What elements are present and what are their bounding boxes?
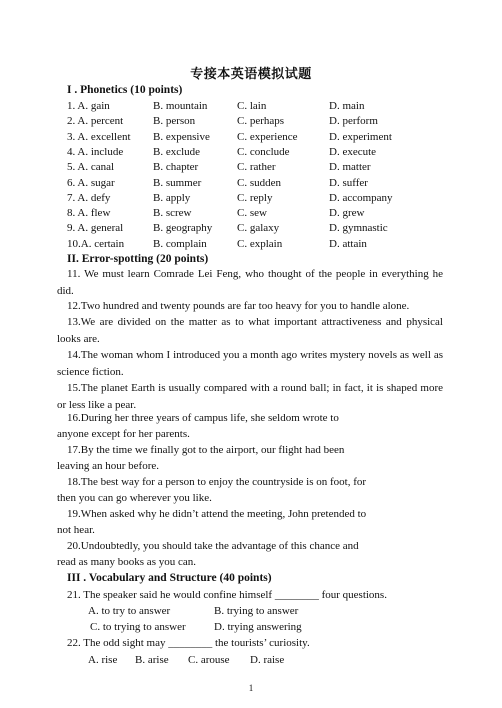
phonetics-option: D. attain	[329, 237, 367, 250]
question-15: 15.The planet Earth is usually compared with a round ball; in fact, it is shaped more or less like a pear.	[57, 382, 443, 411]
section-heading-error-spotting: II. Error-spotting (20 points)	[67, 253, 209, 265]
phonetics-option: C. explain	[237, 237, 283, 250]
phonetics-option: 2. A. percent	[67, 115, 124, 128]
q21-option-c: C. to trying to answer	[90, 621, 186, 633]
q22-option-d: D. raise	[250, 654, 285, 666]
question-20-line1: 20.Undoubtedly, you should take the advantage of this chance and	[67, 540, 359, 552]
q22-option-c: C. arouse	[188, 654, 230, 666]
phonetics-option: D. suffer	[329, 176, 368, 189]
document-title: 专接本英语模拟试题	[190, 67, 312, 82]
question-21: 21. The speaker said he would confine himself ________ four questions.	[67, 589, 387, 601]
phonetics-option: B. chapter	[153, 161, 199, 174]
phonetics-option: C. sew	[237, 207, 267, 220]
phonetics-option: C. experience	[237, 130, 298, 143]
question-17-line2: leaving an hour before.	[57, 460, 160, 472]
phonetics-option: C. perhaps	[237, 115, 285, 128]
question-19-line1: 19.When asked why he didn’t attend the meeting, John pretended to	[67, 508, 367, 520]
phonetics-option: D. gymnastic	[329, 222, 388, 235]
q22-option-b: B. arise	[135, 654, 169, 666]
phonetics-option: D. accompany	[329, 191, 393, 204]
phonetics-option: 5. A. canal	[67, 161, 115, 174]
phonetics-option: 6. A. sugar	[67, 176, 115, 189]
phonetics-option: D. matter	[329, 161, 371, 174]
phonetics-option: B. complain	[153, 237, 207, 250]
phonetics-option: 9. A. general	[67, 222, 124, 235]
q22-option-a: A. rise	[88, 654, 118, 666]
phonetics-option: B. person	[153, 115, 196, 128]
phonetics-option: D. main	[329, 100, 365, 112]
section-heading-vocabulary: III . Vocabulary and Structure (40 points)	[67, 572, 272, 584]
phonetics-option: 8. A. flew	[67, 207, 111, 220]
q21-option-d: D. trying answering	[214, 621, 302, 633]
phonetics-option: D. grew	[329, 207, 365, 220]
phonetics-option: D. perform	[329, 115, 378, 128]
phonetics-option: B. apply	[153, 191, 191, 204]
question-12: 12.Two hundred and twenty pounds are far too heavy for you to handle alone.	[67, 300, 410, 312]
phonetics-option: 10.A. certain	[67, 237, 125, 250]
phonetics-option: D. experiment	[329, 130, 392, 143]
question-18-line1: 18.The best way for a person to enjoy the countryside is on foot, for	[67, 476, 367, 488]
phonetics-option: B. expensive	[153, 130, 210, 143]
phonetics-option: B. summer	[153, 176, 202, 189]
q21-option-b: B. trying to answer	[214, 605, 299, 617]
question-19-line2: not hear.	[57, 524, 95, 536]
phonetics-option: C. lain	[237, 100, 267, 112]
phonetics-option: 3. A. excellent	[67, 130, 131, 143]
page-number: 1	[248, 683, 254, 693]
question-11: 11. We must learn Comrade Lei Feng, who thought of the people in everything he did.	[57, 268, 443, 297]
phonetics-option: 1. A. gain	[67, 100, 110, 112]
phonetics-option: C. conclude	[237, 145, 290, 158]
phonetics-option: B. exclude	[153, 145, 201, 158]
phonetics-option: B. mountain	[153, 100, 208, 112]
phonetics-option: C. galaxy	[237, 222, 280, 235]
question-22: 22. The odd sight may ________ the tourists’ curiosity.	[67, 637, 310, 649]
question-16-line1: 16.During her three years of campus life, she seldom wrote to	[67, 412, 339, 424]
phonetics-option: C. sudden	[237, 176, 281, 189]
phonetics-option: 7. A. defy	[67, 191, 111, 204]
question-14: 14.The woman whom I introduced you a month ago writes mystery novels as well as science fiction.	[57, 349, 443, 378]
phonetics-option: B. geography	[153, 222, 213, 235]
phonetics-option: D. execute	[329, 145, 377, 158]
phonetics-option: B. screw	[153, 207, 192, 220]
question-13: 13.We are divided on the matter as to what important attractiveness and physical looks are.	[57, 316, 443, 345]
phonetics-option: C. reply	[237, 191, 273, 204]
question-20-line2: read as many books as you can.	[57, 556, 196, 568]
question-17-line1: 17.By the time we finally got to the airport, our flight had been	[67, 444, 345, 456]
q21-option-a: A. to try to answer	[88, 605, 171, 617]
phonetics-option: C. rather	[237, 161, 276, 174]
question-16-line2: anyone except for her parents.	[57, 428, 190, 440]
phonetics-option: 4. A. include	[67, 145, 124, 158]
section-heading-phonetics: I . Phonetics (10 points)	[67, 84, 183, 96]
question-18-line2: then you can go wherever you like.	[57, 492, 212, 504]
